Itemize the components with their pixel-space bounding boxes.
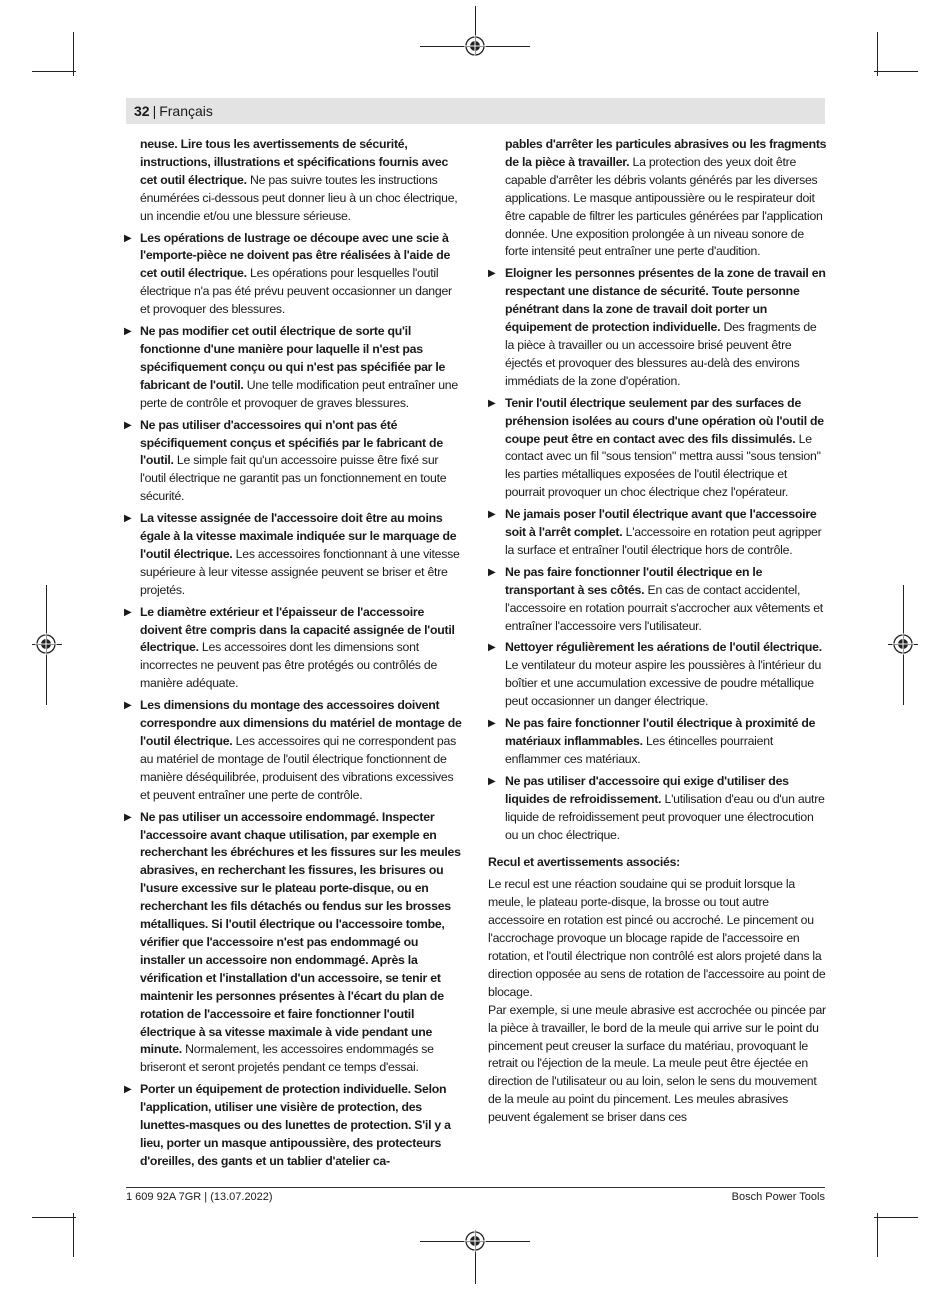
warning-bold-text: Nettoyer régulièrement les aérations de l'outil électrique. (505, 640, 822, 655)
crop-mark (874, 1217, 918, 1218)
bullet-item (488, 395, 828, 502)
warning-bold-text: Ne pas faire fonctionner l'outil électrique à proximité de matériaux inflammables. (505, 716, 816, 748)
warning-text: Le contact avec un fil "sous tension" mettra aussi "sous tension" les parties métalliques exposées de l'outil électrique et pourrait provoquer un choc électrique chez l'opérateur. (505, 431, 821, 500)
warning-text: L'utilisation d'eau ou d'un autre liquide de refroidissement peut provoquer une électrocution ou un choc électrique. (505, 791, 825, 842)
bullet-item (140, 417, 462, 507)
page-language: Français (159, 103, 213, 119)
warning-text: Ne pas suivre toutes les instructions énumérées ci-dessous peut donner lieu à un choc électrique, un incendie et/ou une blessure sérieuse. (140, 172, 458, 223)
warning-text: Le ventilateur du moteur aspire les poussières à l'intérieur du boîtier et une accumulation excessive de poudre métallique peut occasionner un danger électrique. (505, 658, 822, 709)
bullet-item (488, 773, 828, 845)
warning-bold-text: Eloigner les personnes présentes de la zone de travail en respectant une distance de sécurité. Toute personne pénétrant dans la zone de travail doit porter un équipement de protection individuelle. (505, 266, 826, 335)
warning-bold-text: Tenir l'outil électrique seulement par des surfaces de préhension isolées au cours d'une opération où l'outil de coupe peut être en contact avec des fils dissimulés. (505, 395, 824, 446)
warning-text: Le simple fait qu'un accessoire puisse être fixé sur l'outil électrique ne garantit pas un fonctionnement en toute sécurité. (140, 453, 447, 504)
bullet-item (140, 230, 462, 320)
bullet-item (140, 1081, 462, 1171)
bullet-item (488, 564, 828, 636)
bullet-item (140, 809, 462, 1078)
brand-name: Bosch Power Tools (731, 1191, 825, 1203)
registration-mark-icon (464, 35, 486, 57)
warning-bold-text: neuse. Lire tous les avertissements de sécurité, instructions, illustrations et spécifications fournis avec cet outil électrique. (140, 137, 449, 187)
bullet-item (488, 265, 828, 390)
warning-text: La protection des yeux doit être capable d'arrêter les débris volants générés par les diverses applications. Le masque antipoussière ou le respirateur doit être capable de filtrer les particules générées par l'application donnée. Une exposition prolongée à un niveau sonore de forte intensité peut entraîner une perte d'audition. (505, 154, 823, 259)
warning-bold-text: Ne jamais poser l'outil électrique avant que l'accessoire soit à l'arrêt complet. (505, 507, 817, 540)
footer-divider (126, 1187, 825, 1188)
warning-text: Les opérations pour lesquelles l'outil électrique n'a pas été prévu peuvent occasionner un danger et provoquer des blessures. (140, 266, 452, 317)
crop-mark (877, 1213, 878, 1257)
right-column (488, 136, 828, 1127)
warning-text: Les accessoires fonctionnant à une vitesse supérieure à leur vitesse assignée peuvent se briser et être projetés. (140, 546, 460, 597)
page-header (126, 98, 825, 124)
header-separator: | (152, 103, 157, 119)
warning-text: Des fragments de la pièce à travailler ou un accessoire brisé peuvent être éjectés et provoquer des blessures au-delà des environs immédiats de la zone d'opération. (505, 320, 817, 388)
warning-bold-text: Les opérations de lustrage oe découpe avec une scie à l'emporte-pièce ne doivent pas être réalisées à l'aide de cet outil électrique. (140, 230, 451, 281)
warning-text: Les accessoires qui ne correspondent pas au matériel de montage de l'outil électrique fonctionnent de manière déséquilibrée, produisent des vibrations excessives et peuvent entraîner une perte de contrôle. (140, 734, 456, 802)
warning-text: Les accessoires dont les dimensions sont incorrectes ne peuvent pas être protégés ou contrôlés de manière adéquate. (140, 640, 438, 691)
bullet-item (140, 697, 462, 804)
section-heading: Recul et avertissements associés: (488, 855, 681, 870)
warning-bold-text: Le diamètre extérieur et l'épaisseur de l'accessoire doivent être compris dans la capacité assignée de l'outil électrique. (140, 604, 455, 655)
bullet-item (140, 323, 462, 413)
warning-bold-text: Ne pas utiliser d'accessoire qui exige d'utiliser des liquides de refroidissement. (505, 773, 789, 806)
warning-bold-text: Ne pas faire fonctionner l'outil électrique en le transportant à ses côtés. (505, 564, 763, 597)
bullet-item (140, 510, 462, 600)
warning-text: Normalement, les accessoires endommagés se briseront et seront projetés pendant ce temps d'essai. (140, 1042, 434, 1075)
page-number: 32 (134, 103, 150, 119)
warning-bold-text: Ne pas utiliser un accessoire endommagé. Inspecter l'accessoire avant chaque utilisation, par exemple en recherchant les ébréchures et les fissures sur les meules abrasives, en recherchant les fissures, les brisures ou l'usure excessive sur le plateau porte-disque, ou en recherchant les fils détachés ou fendus sur les brosses métalliques. Si l'outil électrique ou l'accessoire tombe, vérifier que l'accessoire n'est pas endommagé ou installer un accessoire non endommagé. Après la vérification et l'installation d'un accessoire, se tenir et maintenir les personnes présentes à l'écart du plan de rotation de l'accessoire et faire fonctionner l'outil électrique à sa vitesse maximale à vide pendant une minute. (140, 809, 461, 1057)
crop-mark (73, 32, 74, 76)
crop-mark (874, 71, 918, 72)
document-id: 1 609 92A 7GR | (13.07.2022) (126, 1191, 273, 1203)
registration-mark-icon (464, 1230, 486, 1252)
crop-mark (32, 71, 76, 72)
registration-mark-icon (892, 633, 914, 655)
bullet-item (488, 506, 828, 560)
crop-mark (32, 1217, 76, 1218)
paragraph (140, 136, 462, 226)
paragraph (488, 136, 828, 261)
bullet-item (140, 604, 462, 694)
warning-bold-text: Les dimensions du montage des accessoires doivent correspondre aux dimensions du matériel de montage de l'outil électrique. (140, 698, 462, 748)
bullet-item (488, 639, 828, 711)
warning-bold-text: La vitesse assignée de l'accessoire doit être au moins égale à la vitesse maximale indiquée sur le marquage de l'outil électrique. (140, 511, 457, 561)
warning-text: En cas de contact accidentel, l'accessoire en rotation pourrait s'accrocher aux vêtements et entraîner l'accessoire vers l'utilisateur. (505, 582, 823, 633)
warning-text: Une telle modification peut entraîner une perte de contrôle et provoquer de graves blessures. (140, 377, 458, 410)
kickback-paragraph: Le recul est une réaction soudaine qui se produit lorsque la meule, le plateau porte-disque, la brosse ou tout autre accessoire en rotation est pincé ou accroché. Le pincement ou l'accrochage provoque un blocage rapide de l'accessoire en rotation, et l'outil électrique non contrôlé est alors projeté dans la direction opposée au sens de rotation de l'accessoire au point de blocage. (488, 877, 826, 999)
warning-bold-text: Ne pas utiliser d'accessoires qui n'ont pas été spécifiquement conçus et spécifiés par le fabricant de l'outil. (140, 417, 443, 468)
warning-bold-text: Ne pas modifier cet outil électrique de sorte qu'il fonctionne d'une manière pour laquelle il n'est pas spécifiquement conçu ou qui n'est pas spécifiée par le fabricant de l'outil. (140, 324, 446, 392)
warning-text: Les étincelles pourraient enflammer ces matériaux. (505, 734, 773, 766)
crop-mark (877, 32, 878, 76)
warning-bold-text: Porter un équipement de protection individuelle. Selon l'application, utiliser une visière de protection, des lunettes-masques ou des lunettes de protection. S'il y a lieu, porter un masque antipoussière, des protecteurs d'oreilles, des gants et un tablier d'atelier ca- (140, 1082, 451, 1168)
warning-text: L'accessoire en rotation peut agripper la surface et entraîner l'outil électrique hors de contrôle. (505, 525, 822, 557)
crop-mark (73, 1213, 74, 1257)
kickback-paragraph: Par exemple, si une meule abrasive est accrochée ou pincée par la pièce à travailler, le bord de la meule qui arrive sur le point du pincement peut creuser la surface du matériau, provoquant le retrait ou l'éjection de la meule. La meule peut être éjectée en direction de l'utilisateur ou au loin, selon le sens du mouvement de la meule au point du pincement. Les meules abrasives peuvent également se briser dans ces (488, 1002, 826, 1125)
left-column (140, 136, 462, 1175)
bullet-item (488, 715, 828, 769)
warning-bold-text: pables d'arrêter les particules abrasives ou les fragments de la pièce à travailler. (505, 137, 827, 169)
registration-mark-icon (35, 633, 57, 655)
